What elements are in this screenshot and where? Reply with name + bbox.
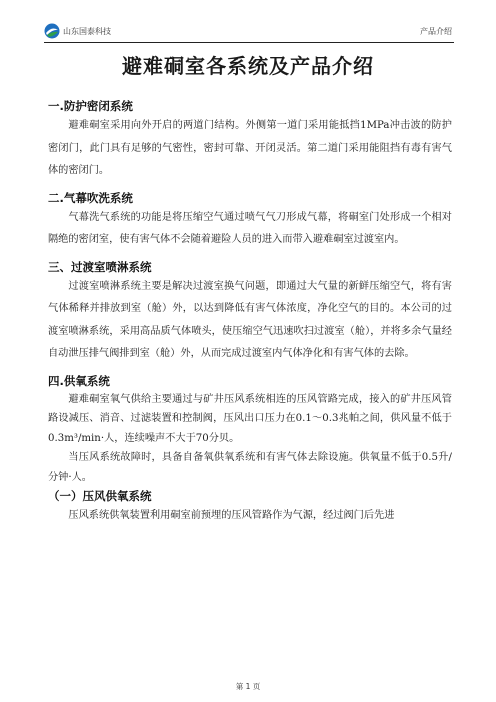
section-paragraph: 避难硐室采用向外开启的两道门结构。外侧第一道门采用能抵挡1MPa冲击波的防护密闭门，此门具有足够的气密性，密封可靠、开闭灵活。第二道门采用能阻挡有毒有害气体的密闭门。 <box>48 120 452 176</box>
section-heading: 三、过渡室喷淋系统 <box>48 259 152 274</box>
page-title: 避难硐室各系统及产品介绍 <box>122 54 374 78</box>
subsection-heading: （一）压风供氧系统 <box>48 489 152 503</box>
section-heading: 四.供氧系统 <box>48 373 110 388</box>
section-paragraph: 压风系统供氧装置利用硐室前预埋的压风管路作为气源，经过阀门后先进 <box>68 510 395 521</box>
document-type: 产品介绍 <box>420 27 452 36</box>
section-heading: 二.气幕吹洗系统 <box>48 190 133 205</box>
section-paragraph: 过渡室喷淋系统主要是解决过渡室换气问题，即通过大气量的新鲜压缩空气，将有害气体稀释并排放到室（舱）外，以达到降低有害气体浓度，净化空气的目的。本公司的过渡室喷淋系统，采用高品质气体喷头，使压缩空气迅速吹扫过渡室（舱），并将多余气量经自动泄压排气阀排到室（舱）外，从而完成过渡室内气体净化和有害气体的去除。 <box>48 280 452 359</box>
company-logo-icon <box>44 23 60 39</box>
company-name: 山东国泰科技 <box>63 27 111 36</box>
page-header <box>44 22 454 43</box>
section-paragraph: 避难硐室氧气供给主要通过与矿井压风系统相连的压风管路完成，接入的矿井压风管路设减压、消音、过滤装置和控制阀，压风出口压力在0.1～0.3兆帕之间，供风量不低于0.3m³/min·人，连续噪声不大于70分贝。 <box>48 393 452 444</box>
page-number: 第 1 页 <box>235 682 261 691</box>
section-heading: 一.防护密闭系统 <box>48 99 133 113</box>
document-body <box>48 97 452 528</box>
section-paragraph: 气幕洗气系统的功能是将压缩空气通过喷气气刀形成气幕，将硐室门处形成一个相对隔绝的密闭室，使有害气体不会随着避险人员的进入而带入避难硐室过渡室内。 <box>48 211 452 245</box>
section-paragraph: 当压风系统故障时，具备自备氧供氧系统和有害气体去除设施。供氧量不低于0.5升/分钟·人。 <box>48 452 452 483</box>
